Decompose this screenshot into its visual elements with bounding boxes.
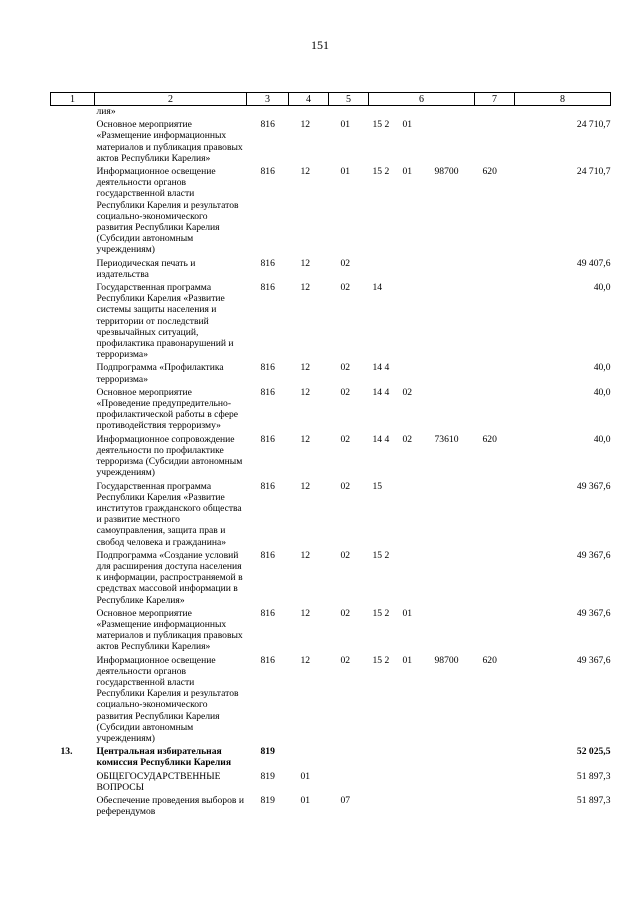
- row-section: [289, 106, 329, 118]
- row-sum: 40,0: [593, 362, 611, 374]
- row-sum: 24 710,7: [576, 166, 611, 178]
- row-target-subprogram: 4: [384, 362, 390, 374]
- row-target-event: 01: [402, 654, 413, 666]
- table-row: [51, 280, 611, 360]
- row-sum: 51 897,3: [576, 794, 611, 806]
- row-section: 12: [300, 607, 311, 619]
- row-target-subprogram: [385, 744, 403, 768]
- header-cell: 8: [515, 93, 611, 106]
- header-cell: 6: [369, 93, 475, 106]
- table-row: [51, 360, 611, 384]
- row-number: [51, 479, 95, 548]
- row-expense-type: [475, 117, 515, 164]
- row-sum: 40,0: [593, 282, 611, 294]
- row-subsection: 07: [340, 794, 351, 806]
- row-number: [51, 164, 95, 256]
- row-sum: 51 897,3: [576, 770, 611, 782]
- row-target-subprogram: 2: [384, 549, 390, 561]
- row-target-event: 01: [402, 119, 413, 131]
- row-target-program: 14: [372, 362, 383, 374]
- table-row: [51, 385, 611, 432]
- row-expense-type: 620: [482, 166, 497, 178]
- row-target-event: [403, 479, 433, 548]
- row-subsection: 02: [340, 480, 351, 492]
- row-grbs: 816: [260, 433, 275, 445]
- row-sum: 49 367,6: [576, 607, 611, 619]
- row-target-program: [369, 256, 385, 280]
- table-row: [51, 432, 611, 479]
- row-target-program: 15: [372, 119, 383, 131]
- row-section: 12: [300, 282, 311, 294]
- row-expense-type: [475, 360, 515, 384]
- row-target-subprogram: 4: [384, 386, 390, 398]
- row-target-subprogram: 2: [384, 166, 390, 178]
- header-cell: 1: [51, 93, 95, 106]
- row-number: [51, 117, 95, 164]
- row-grbs: 816: [260, 282, 275, 294]
- row-name: Основное мероприятие «Размещение информационных материалов и публикация правовых актов Республики Карелия»: [96, 119, 243, 164]
- table-row: [51, 117, 611, 164]
- row-name: Государственная программа Республики Карелия «Развитие системы защиты населения и территории от последствий чрезвычайных ситуаций, профилактика правонарушений и терроризма»: [96, 282, 234, 361]
- row-target-direction: [433, 606, 475, 653]
- row-sum: 52 025,5: [576, 746, 611, 758]
- row-target-direction: [433, 793, 475, 817]
- row-target-direction: [433, 769, 475, 793]
- row-target-subprogram: 2: [384, 607, 390, 619]
- row-target-event: [403, 793, 433, 817]
- header-cell: 3: [247, 93, 289, 106]
- row-name: Центральная избирательная комиссия Республики Карелия: [96, 746, 232, 769]
- row-target-event: [403, 256, 433, 280]
- row-subsection: 02: [340, 257, 351, 269]
- row-section: 12: [300, 166, 311, 178]
- row-target-program: 14: [372, 433, 383, 445]
- row-target-direction: [433, 280, 475, 360]
- row-number: [51, 280, 95, 360]
- row-section: 12: [300, 654, 311, 666]
- row-target-program: [369, 744, 385, 768]
- row-number: [51, 385, 95, 432]
- row-target-direction: [433, 744, 475, 768]
- budget-table: [50, 92, 611, 817]
- row-name: Подпрограмма «Создание условий для расширения доступа населения к информации, распространяемой в средствах массовой информации в Республике Карелия»: [96, 549, 243, 606]
- row-grbs: 816: [260, 362, 275, 374]
- header-row: [51, 93, 611, 106]
- row-name: Информационное освещение деятельности органов государственной власти Республики Карелия и результатов социально-экономического развития Республики Карелия (Субсидии автономным учреждениям): [96, 166, 239, 256]
- row-sum: 40,0: [593, 386, 611, 398]
- row-section: [289, 744, 329, 768]
- row-expense-type: [475, 280, 515, 360]
- row-subsection: [329, 769, 369, 793]
- row-name: Информационное сопровождение деятельности по профилактике терроризма (Субсидии автономным учреждениям): [96, 433, 243, 479]
- row-grbs: 816: [260, 607, 275, 619]
- row-sum: 49 367,6: [576, 654, 611, 666]
- row-expense-type: [475, 606, 515, 653]
- row-expense-type: [475, 793, 515, 817]
- row-grbs: 816: [260, 549, 275, 561]
- row-expense-type: [475, 256, 515, 280]
- row-number: [51, 769, 95, 793]
- row-grbs: 816: [260, 654, 275, 666]
- row-name: Обеспечение проведения выборов и референдумов: [96, 794, 244, 818]
- row-number: [51, 256, 95, 280]
- row-sum: [515, 106, 611, 118]
- header-cell: 2: [95, 93, 247, 106]
- row-section: 12: [300, 549, 311, 561]
- row-target-event: [403, 769, 433, 793]
- row-sum: 40,0: [593, 433, 611, 445]
- row-name: Государственная программа Республики Карелия «Развитие институтов гражданского общества и развитие местного самоуправления, защита прав и свобод человека и гражданина»: [96, 480, 242, 548]
- table-row: [51, 164, 611, 256]
- row-target-program: 14: [372, 282, 383, 294]
- row-target-subprogram: 2: [384, 654, 390, 666]
- row-target-event: 01: [402, 166, 413, 178]
- row-target-subprogram: [385, 280, 403, 360]
- row-subsection: 02: [340, 362, 351, 374]
- row-expense-type: [475, 744, 515, 768]
- header-cell: 5: [329, 93, 369, 106]
- row-grbs: 819: [260, 770, 275, 782]
- table-row: [51, 606, 611, 653]
- row-target-direction: [433, 548, 475, 606]
- row-expense-type: 620: [482, 433, 497, 445]
- row-target-program: 15: [372, 654, 383, 666]
- row-section: 12: [300, 433, 311, 445]
- row-target-subprogram: [385, 106, 403, 118]
- table-row: [51, 769, 611, 793]
- row-target-program: 14: [372, 386, 383, 398]
- row-sum: 24 710,7: [576, 119, 611, 131]
- page-number: 151: [311, 38, 329, 52]
- row-target-event: [403, 280, 433, 360]
- row-sum: 49 407,6: [576, 257, 611, 269]
- row-name: Подпрограмма «Профилактика терроризма»: [96, 362, 224, 385]
- row-subsection: [329, 744, 369, 768]
- row-number: [51, 653, 95, 745]
- header-cell: 4: [289, 93, 329, 106]
- row-grbs: 816: [260, 119, 275, 131]
- row-sum: 49 367,6: [576, 480, 611, 492]
- row-number: [51, 106, 95, 118]
- row-grbs: 819: [260, 746, 275, 758]
- row-subsection: 01: [340, 166, 351, 178]
- row-number: 13.: [60, 746, 73, 758]
- row-name: ОБЩЕГОСУДАРСТВЕННЫЕ ВОПРОСЫ: [96, 770, 221, 793]
- row-subsection: 02: [340, 386, 351, 398]
- row-section: 12: [300, 257, 311, 269]
- row-target-event: 02: [402, 386, 413, 398]
- row-grbs: 816: [260, 257, 275, 269]
- row-section: 01: [300, 770, 311, 782]
- row-target-direction: [433, 360, 475, 384]
- row-target-direction: [433, 385, 475, 432]
- row-name: Основное мероприятие «Проведение предупредительно-профилактической работы в сфере противодействия терроризму»: [96, 386, 239, 432]
- header-cell: 7: [475, 93, 515, 106]
- row-target-subprogram: [385, 793, 403, 817]
- row-number: [51, 432, 95, 479]
- row-sum: 49 367,6: [576, 549, 611, 561]
- row-section: 12: [300, 119, 311, 131]
- row-grbs: 816: [260, 480, 275, 492]
- row-target-event: [403, 360, 433, 384]
- row-subsection: 02: [340, 433, 351, 445]
- row-grbs: [247, 106, 289, 118]
- row-target-direction: 73610: [434, 433, 459, 445]
- row-subsection: 02: [340, 282, 351, 294]
- row-target-event: [403, 106, 433, 118]
- row-target-program: [369, 106, 385, 118]
- row-number: [51, 606, 95, 653]
- row-target-direction: [433, 117, 475, 164]
- table-row: [51, 744, 611, 768]
- row-target-program: 15: [372, 607, 383, 619]
- row-expense-type: 620: [482, 654, 497, 666]
- row-target-program: [369, 769, 385, 793]
- table-row: [51, 793, 611, 817]
- row-grbs: 816: [260, 386, 275, 398]
- row-target-direction: 98700: [434, 654, 459, 666]
- row-target-event: [403, 548, 433, 606]
- row-subsection: [329, 106, 369, 118]
- row-expense-type: [475, 106, 515, 118]
- row-target-direction: [433, 256, 475, 280]
- row-target-event: [403, 744, 433, 768]
- row-section: 12: [300, 480, 311, 492]
- row-target-program: 15: [372, 166, 383, 178]
- row-number: [51, 360, 95, 384]
- row-target-subprogram: [385, 479, 403, 548]
- row-name: Периодическая печать и издательства: [96, 257, 196, 280]
- row-section: 12: [300, 362, 311, 374]
- row-target-direction: [433, 479, 475, 548]
- row-name: лия»: [96, 106, 116, 117]
- row-number: [51, 548, 95, 606]
- row-target-direction: 98700: [434, 166, 459, 178]
- row-target-subprogram: 4: [384, 433, 390, 445]
- row-name: Основное мероприятие «Размещение информационных материалов и публикация правовых актов Республики Карелия»: [96, 607, 243, 653]
- row-section: 01: [300, 794, 311, 806]
- table-row: [51, 256, 611, 280]
- row-target-program: 15: [372, 480, 383, 492]
- row-target-program: 15: [372, 549, 383, 561]
- row-target-program: [369, 793, 385, 817]
- row-target-event: 02: [402, 433, 413, 445]
- row-name: Информационное освещение деятельности органов государственной власти Республики Карелия и результатов социально-экономического развития Республики Карелия (Субсидии автономным учреждениям): [96, 654, 239, 744]
- row-subsection: 02: [340, 549, 351, 561]
- row-grbs: 816: [260, 166, 275, 178]
- row-subsection: 02: [340, 654, 351, 666]
- row-target-event: 01: [402, 607, 413, 619]
- row-section: 12: [300, 386, 311, 398]
- row-expense-type: [475, 479, 515, 548]
- row-target-subprogram: 2: [384, 119, 390, 131]
- row-number: [51, 793, 95, 817]
- row-subsection: 02: [340, 607, 351, 619]
- row-grbs: 819: [260, 794, 275, 806]
- table-row: [51, 106, 611, 118]
- row-target-subprogram: [385, 256, 403, 280]
- row-target-subprogram: [385, 769, 403, 793]
- table-row: [51, 653, 611, 745]
- row-expense-type: [475, 769, 515, 793]
- table-row: [51, 479, 611, 548]
- row-subsection: 01: [340, 119, 351, 131]
- row-expense-type: [475, 385, 515, 432]
- row-target-direction: [433, 106, 475, 118]
- table-row: [51, 548, 611, 606]
- row-expense-type: [475, 548, 515, 606]
